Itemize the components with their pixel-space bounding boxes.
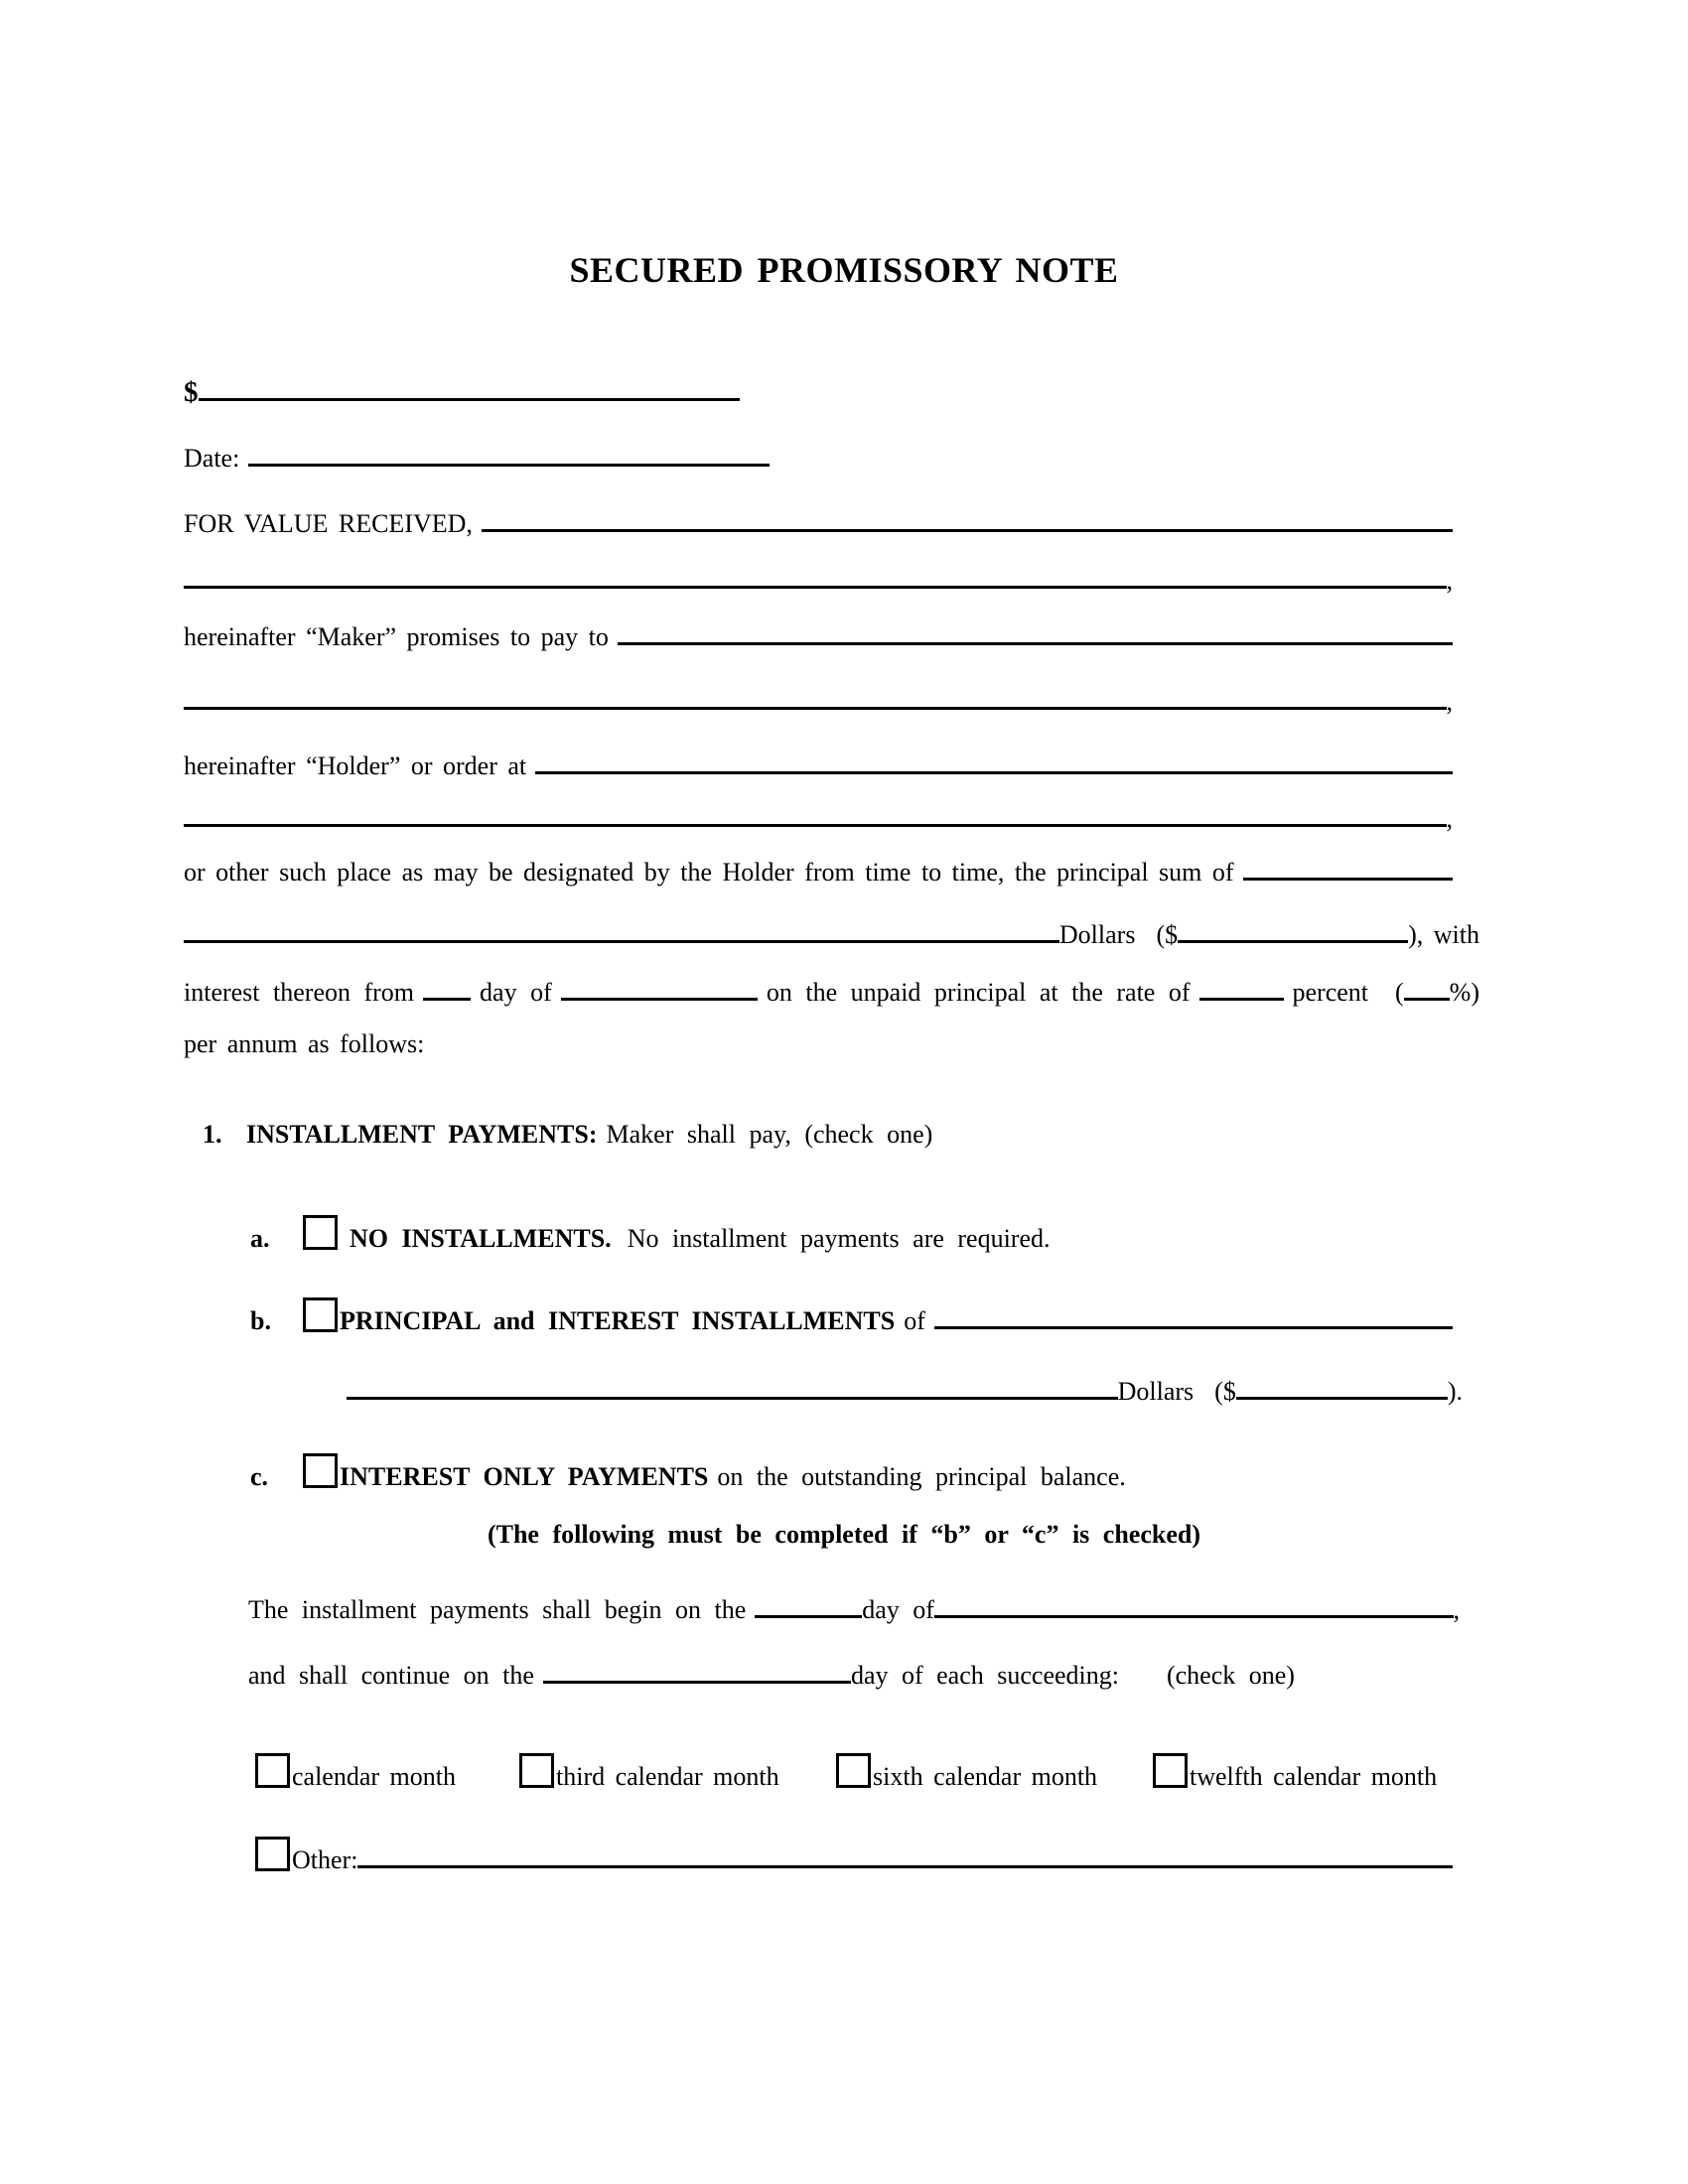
interest-from-label: interest thereon from — [184, 978, 415, 1007]
percent-close-label: %) — [1449, 978, 1479, 1007]
option-b-dollars-open-label: Dollars ($ — [1117, 1377, 1236, 1406]
installment-amount-numeric-blank[interactable] — [1236, 1371, 1448, 1400]
checkbox-sixth-calendar-month[interactable] — [836, 1753, 871, 1788]
check-one-label: (check one) — [1166, 1661, 1295, 1690]
dollars-open-label: Dollars ($ — [1058, 920, 1179, 949]
holder-order-row — [184, 746, 1453, 783]
amount-blank[interactable] — [199, 372, 740, 401]
completion-note: (The following must be completed if “b” or “c” is checked) — [487, 1520, 1201, 1549]
option-b-dollars-row — [347, 1371, 1463, 1409]
option-b-letter: b. — [250, 1306, 271, 1335]
payee-name-continuation-row — [184, 681, 1453, 719]
maker-name-blank[interactable] — [482, 503, 1453, 532]
third-calendar-month-label: third calendar month — [556, 1762, 779, 1791]
completion-note-row — [0, 1518, 1688, 1552]
for-value-received-label: FOR VALUE RECEIVED, — [184, 509, 473, 538]
per-annum-row — [184, 1027, 424, 1061]
principal-sum-words-blank-continued[interactable] — [184, 914, 1059, 943]
interest-rate-numeric-blank[interactable] — [1404, 972, 1450, 1001]
principal-sum-label: or other such place as may be designated by the Holder from time to time, the principal sum of — [184, 858, 1234, 887]
continue-day-blank[interactable] — [543, 1655, 851, 1684]
frequency-option — [255, 1750, 519, 1794]
unpaid-principal-label: on the unpaid principal at the rate of — [766, 978, 1191, 1007]
interest-rate-blank[interactable] — [1199, 972, 1284, 1001]
frequency-options-row — [255, 1750, 1453, 1794]
for-value-received-row — [184, 503, 1453, 541]
option-b-label: PRINCIPAL and INTEREST INSTALLMENTS — [340, 1306, 896, 1335]
date-label: Date: — [184, 444, 240, 473]
principal-dollars-row — [184, 914, 1479, 952]
payee-name-blank-continued[interactable] — [184, 681, 1447, 710]
installment-amount-words-blank-continued[interactable] — [347, 1371, 1118, 1400]
percent-open-label: percent ( — [1292, 978, 1404, 1007]
frequency-option — [519, 1750, 836, 1794]
interest-start-day-blank[interactable] — [423, 972, 471, 1001]
begin-date-label: The installment payments shall begin on the — [248, 1595, 747, 1624]
comma: , — [1446, 804, 1453, 833]
checkbox-no-installments[interactable] — [303, 1215, 338, 1250]
option-a-letter: a. — [250, 1224, 270, 1253]
option-a-text: No installment payments are required. — [627, 1224, 1051, 1253]
maker-name-continuation-row — [184, 560, 1453, 598]
dollars-close-label: ), with — [1408, 920, 1479, 949]
other-label: Other: — [292, 1845, 358, 1874]
interest-start-month-blank[interactable] — [561, 972, 758, 1001]
option-b-dollars-close-label: ). — [1447, 1377, 1463, 1406]
holder-address-blank-continued[interactable] — [184, 798, 1447, 827]
option-c-text: on the outstanding principal balance. — [717, 1462, 1126, 1491]
other-blank[interactable] — [357, 1840, 1453, 1868]
holder-address-blank[interactable] — [535, 746, 1453, 774]
option-c-label: INTEREST ONLY PAYMENTS — [340, 1462, 709, 1491]
option-b-text: of — [904, 1306, 925, 1335]
checkbox-calendar-month[interactable] — [255, 1753, 290, 1788]
installment-payments-heading-rest: Maker shall pay, (check one) — [606, 1120, 933, 1149]
maker-name-blank-continued[interactable] — [184, 560, 1447, 589]
option-c-letter: c. — [250, 1462, 269, 1491]
principal-sum-words-blank[interactable] — [1243, 852, 1453, 881]
section-number: 1. — [203, 1120, 222, 1149]
installment-payments-heading: INSTALLMENT PAYMENTS: — [246, 1120, 598, 1149]
date-blank[interactable] — [248, 438, 770, 467]
day-of-label: day of — [480, 978, 552, 1007]
other-row — [255, 1834, 1453, 1877]
option-a-label: NO INSTALLMENTS. — [350, 1224, 612, 1253]
sixth-calendar-month-label: sixth calendar month — [873, 1762, 1098, 1791]
comma: , — [1453, 1595, 1460, 1624]
begin-month-blank[interactable] — [934, 1589, 1454, 1618]
comma: , — [1446, 566, 1453, 595]
per-annum-label: per annum as follows: — [184, 1029, 425, 1058]
page-title-text: SECURED PROMISSORY NOTE — [569, 250, 1119, 290]
amount-row — [184, 372, 740, 409]
continue-label: and shall continue on the — [248, 1661, 534, 1690]
payee-name-blank[interactable] — [618, 616, 1453, 645]
dollar-sign: $ — [184, 376, 199, 408]
option-a-row — [250, 1212, 1453, 1256]
installment-payments-heading-row — [203, 1118, 932, 1152]
continue-succeeding-label: day of each succeeding: — [850, 1661, 1119, 1690]
page-title — [0, 250, 1688, 290]
installment-amount-words-blank[interactable] — [934, 1300, 1453, 1329]
principal-sum-row — [184, 852, 1453, 889]
maker-promise-row — [184, 616, 1453, 654]
calendar-month-label: calendar month — [292, 1762, 456, 1791]
checkbox-third-calendar-month[interactable] — [519, 1753, 554, 1788]
begin-date-row — [248, 1589, 1460, 1627]
checkbox-interest-only[interactable] — [303, 1453, 338, 1488]
holder-order-label: hereinafter “Holder” or order at — [184, 751, 527, 780]
checkbox-other[interactable] — [255, 1837, 290, 1871]
date-row — [184, 438, 770, 476]
twelfth-calendar-month-label: twelfth calendar month — [1190, 1762, 1438, 1791]
interest-rate-row — [184, 972, 1479, 1010]
frequency-option — [836, 1750, 1153, 1794]
begin-day-of-label: day of — [862, 1595, 934, 1624]
principal-sum-numeric-blank[interactable] — [1178, 914, 1408, 943]
continue-date-row — [248, 1655, 1295, 1693]
frequency-option — [1153, 1750, 1437, 1794]
holder-address-continuation-row — [184, 798, 1453, 836]
option-b-row — [250, 1295, 1453, 1338]
checkbox-principal-and-interest[interactable] — [303, 1297, 338, 1332]
comma: , — [1446, 687, 1453, 716]
maker-promise-label: hereinafter “Maker” promises to pay to — [184, 622, 609, 651]
option-c-row — [250, 1450, 1453, 1494]
checkbox-twelfth-calendar-month[interactable] — [1153, 1753, 1188, 1788]
begin-day-blank[interactable] — [755, 1589, 862, 1618]
